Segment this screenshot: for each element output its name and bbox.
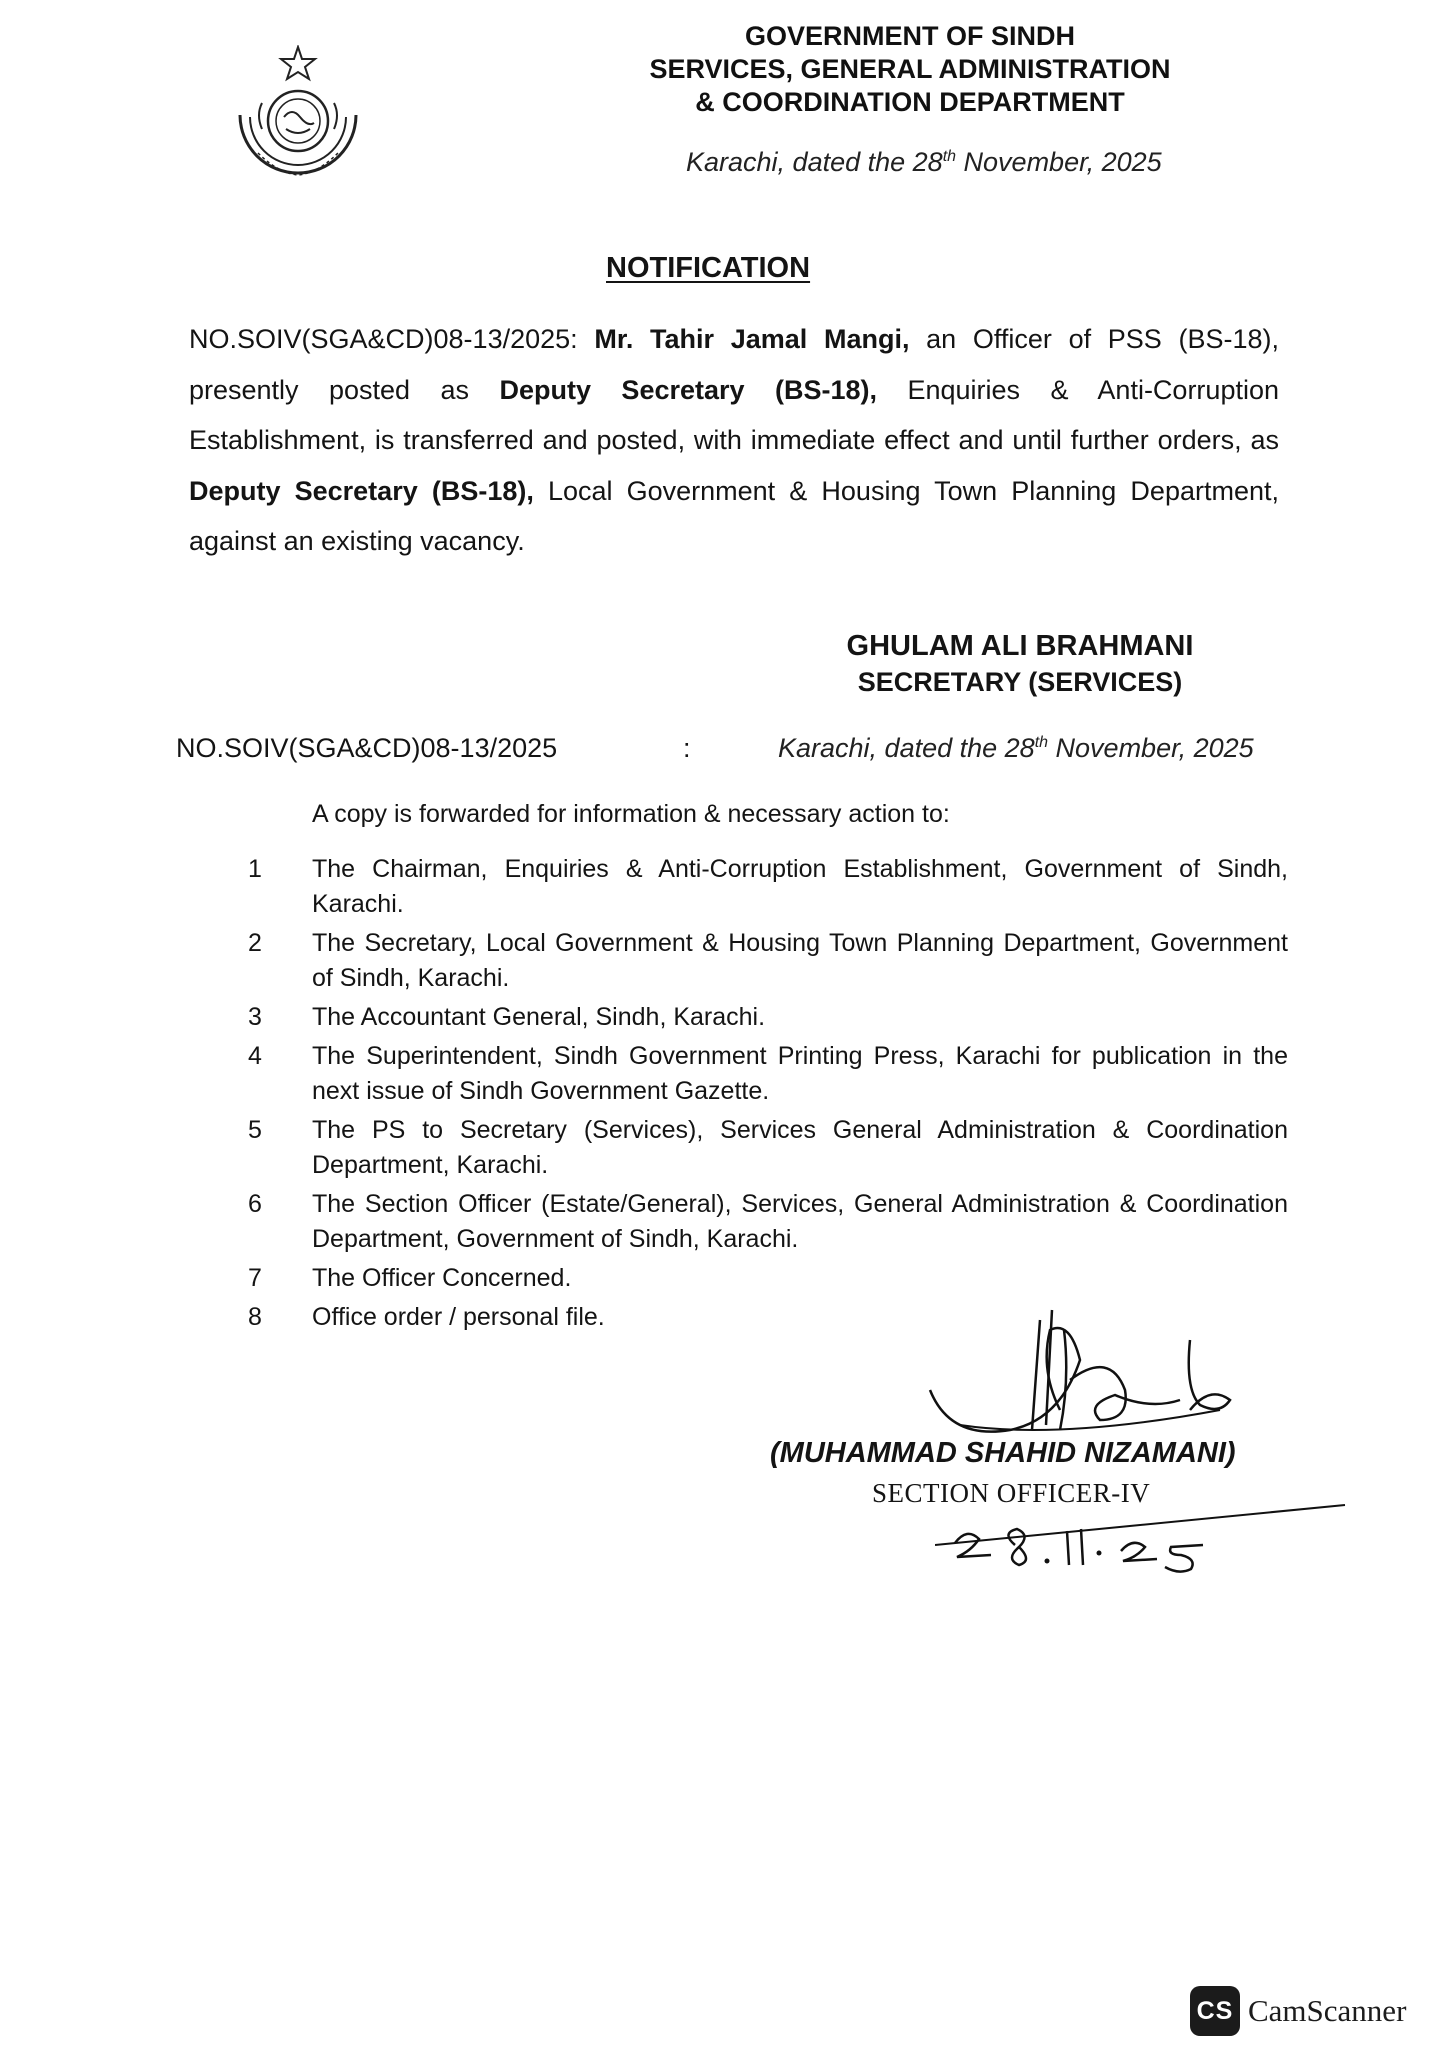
header-line-department: SERVICES, GENERAL ADMINISTRATION: [649, 54, 1171, 84]
list-item-text: The Officer Concerned.: [312, 1264, 572, 1292]
new-post: Deputy Secretary (BS-18),: [189, 475, 534, 506]
camscanner-label: CamScanner: [1248, 1993, 1407, 2028]
list-item: [248, 1000, 1288, 1035]
forward-intro: A copy is forwarded for information & necessary action to:: [312, 800, 950, 828]
government-of-sindh-emblem-icon: [222, 45, 374, 197]
endorsement-colon: :: [683, 733, 691, 763]
list-item: [248, 1187, 1288, 1257]
list-item-number: 3: [248, 1003, 262, 1031]
list-item-text: The Chairman, Enquiries & Anti-Corruption Establishment, Government of Sindh, Karachi.: [312, 855, 1288, 918]
notification-body: [189, 314, 1279, 567]
section-officer-title: SECTION OFFICER-IV: [872, 1478, 1151, 1508]
handwritten-date: [935, 1495, 1355, 1575]
list-item: [248, 1113, 1288, 1183]
current-post: Deputy Secretary (BS-18),: [499, 374, 877, 405]
list-item-number: 2: [248, 929, 262, 957]
date-rest: November, 2025: [956, 147, 1162, 177]
document-header: [560, 20, 1260, 119]
handwritten-signature: [920, 1290, 1240, 1460]
list-item-text: The Accountant General, Sindh, Karachi.: [312, 1003, 766, 1031]
notification-title: NOTIFICATION: [606, 252, 811, 284]
list-item: [248, 852, 1288, 922]
list-item-text: The PS to Secretary (Services), Services General Administration & Coordination Department, Karachi.: [312, 1116, 1288, 1179]
date-suffix: th: [1034, 734, 1049, 751]
list-item-number: 8: [248, 1303, 262, 1331]
list-item-text: Office order / personal file.: [312, 1303, 605, 1331]
body-text-3: Local Government & Housing Town Planning Department, against an existing vacancy.: [189, 475, 1279, 556]
list-item-number: 6: [248, 1190, 262, 1218]
date-prefix: Karachi, dated the 28: [686, 147, 943, 177]
body-text-2: Enquiries & Anti-Corruption Establishment, is transferred and posted, with immediate effect and until further orders, as: [189, 374, 1279, 455]
header-line-coordination: & COORDINATION DEPARTMENT: [695, 87, 1125, 117]
signatory-title: SECRETARY (SERVICES): [857, 667, 1183, 697]
endorsement-date: [778, 733, 1254, 764]
officer-name: Mr. Tahir Jamal Mangi,: [594, 324, 910, 354]
list-item-number: 1: [248, 855, 262, 883]
section-officer-name: (MUHAMMAD SHAHID NIZAMANI): [770, 1437, 1236, 1469]
list-item-number: 7: [248, 1264, 262, 1292]
list-item-text: The Superintendent, Sindh Government Printing Press, Karachi for publication in the next issue of Sindh Government Gazette.: [312, 1042, 1288, 1105]
body-text-1: an Officer of PSS (BS-18), presently posted as: [189, 324, 1279, 405]
camscanner-logo-icon: CS: [1190, 1986, 1240, 2036]
list-item-text: The Secretary, Local Government & Housing Town Planning Department, Government of Sindh, Karachi.: [312, 929, 1288, 992]
list-item-number: 5: [248, 1116, 262, 1144]
notification-ref-no: NO.SOIV(SGA&CD)08-13/2025:: [189, 324, 578, 354]
date-rest: November, 2025: [1048, 733, 1254, 763]
list-item-number: 4: [248, 1042, 262, 1070]
notification-date: [686, 147, 1162, 178]
list-item-text: The Section Officer (Estate/General), Services, General Administration & Coordination Department, Government of Sindh, Karachi.: [312, 1190, 1288, 1253]
copy-recipient-list: [248, 852, 1288, 1339]
signatory-name: GHULAM ALI BRAHMANI: [846, 630, 1194, 662]
date-prefix: Karachi, dated the 28: [778, 733, 1035, 763]
endorsement-ref-no: NO.SOIV(SGA&CD)08-13/2025: [176, 733, 558, 763]
date-suffix: th: [942, 148, 957, 165]
list-item: [248, 926, 1288, 996]
camscanner-watermark: [1190, 1986, 1406, 2036]
header-line-government: GOVERNMENT OF SINDH: [744, 21, 1075, 51]
list-item: [248, 1039, 1288, 1109]
